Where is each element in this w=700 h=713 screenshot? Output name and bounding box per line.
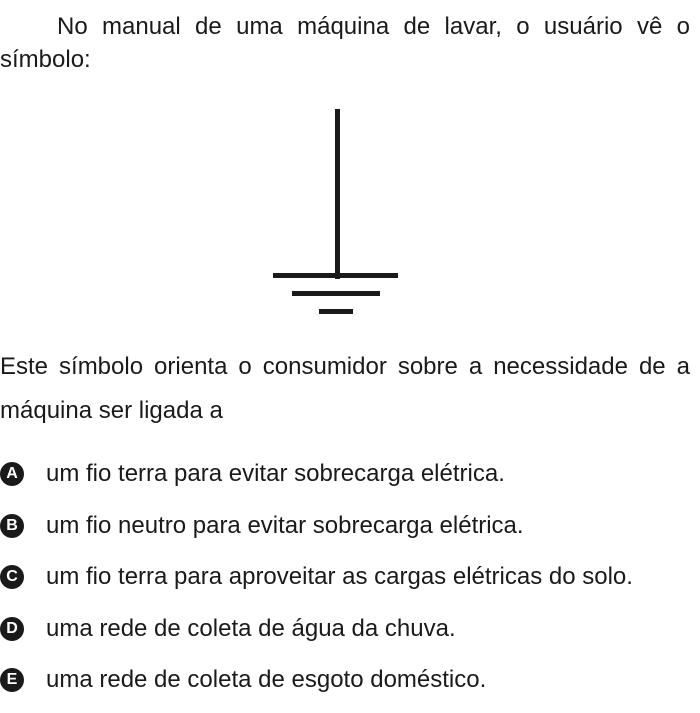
option-d[interactable] (0, 610, 700, 662)
question-stem: Este símbolo orienta o consumidor sobre a necessidade de a máquina ser ligada a (0, 353, 690, 424)
option-text: um fio neutro para evitar sobrecarga elétrica. (46, 511, 524, 539)
option-text: uma rede de coleta de esgoto doméstico. (46, 666, 487, 693)
ground-symbol-bar-long (273, 273, 398, 278)
option-letter-badge: D (0, 617, 24, 641)
option-text: uma rede de coleta de água da chuva. (46, 614, 456, 642)
ground-symbol-bar-medium (292, 291, 380, 296)
option-a[interactable] (0, 455, 700, 507)
ground-symbol-stem (335, 109, 340, 279)
option-letter-badge: E (0, 668, 24, 692)
option-text: um fio terra para aproveitar as cargas elétricas do solo. (46, 563, 633, 590)
option-letter-badge: B (0, 514, 24, 538)
option-letter-badge: C (0, 565, 24, 589)
option-b[interactable] (0, 507, 700, 559)
option-c[interactable] (0, 558, 700, 610)
answer-options (0, 455, 700, 713)
ground-symbol-bar-short (319, 309, 353, 314)
option-text: um fio terra para evitar sobrecarga elétrica. (46, 460, 505, 487)
question-intro: No manual de uma máquina de lavar, o usuário vê o símbolo: (0, 13, 690, 73)
option-letter-badge: A (0, 462, 24, 486)
